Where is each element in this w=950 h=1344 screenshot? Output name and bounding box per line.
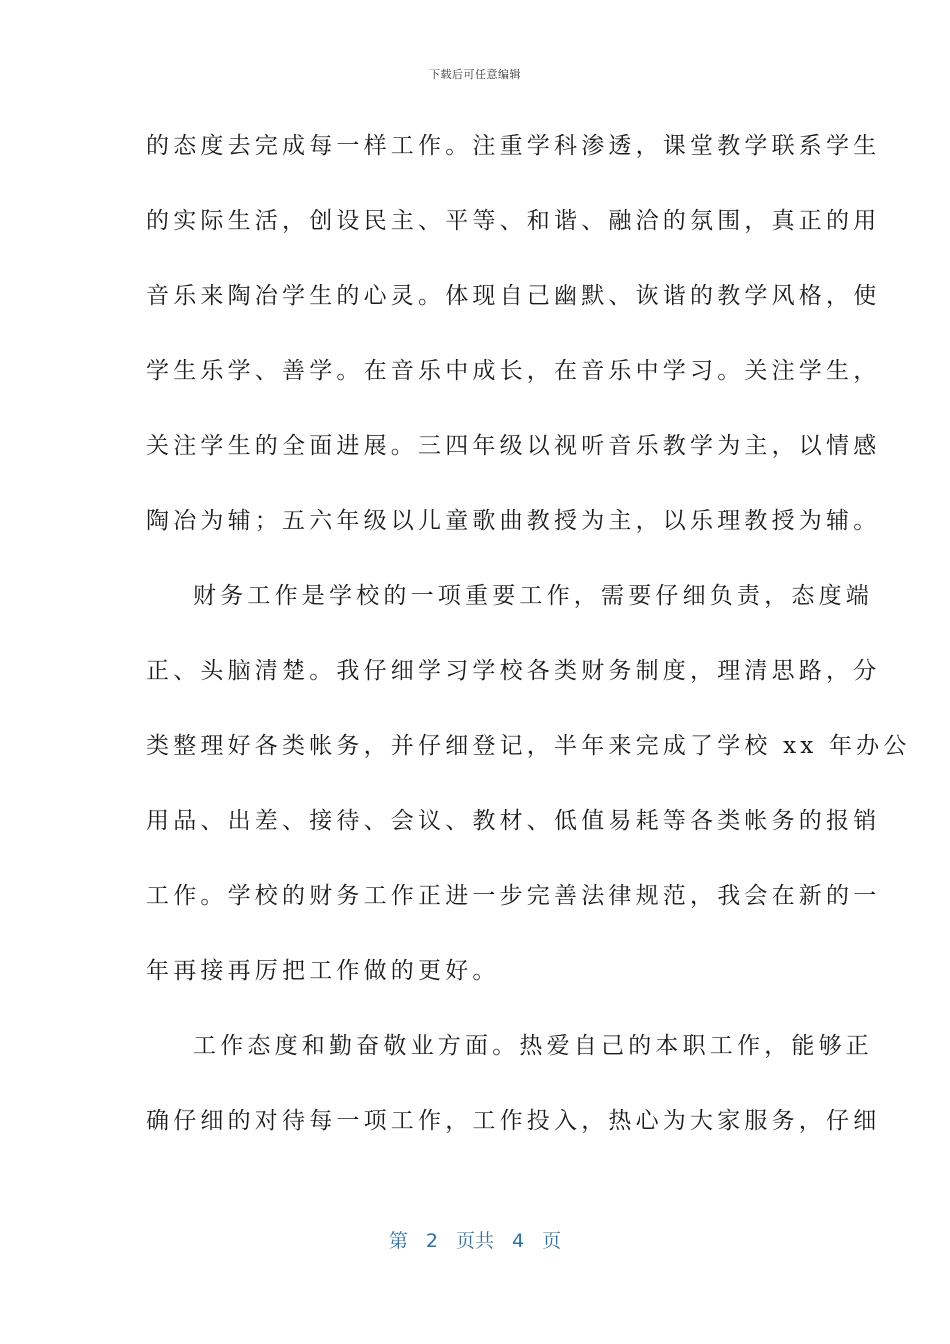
current-page-number: 2 [425, 1230, 438, 1252]
text-line: 的态度去完成每一样工作。注重学科渗透，课堂教学联系学生 [146, 133, 881, 159]
text-line: 年再接再厉把工作做的更好。 [146, 958, 500, 984]
text-line: 学生乐学、善学。在音乐中成长，在音乐中学习。关注学生， [146, 358, 881, 384]
text-line: 确仔细的对待每一项工作，工作投入，热心为大家服务，仔细 [146, 1108, 881, 1134]
text-line: 类整理好各类帐务，并仔细登记，半年来完成了学校 xx 年办公 [146, 733, 911, 759]
text-line: 财务工作是学校的一项重要工作，需要仔细负责，态度端 [193, 583, 873, 609]
header-note: 下载后可任意编辑 [429, 68, 521, 81]
page-footer [0, 1226, 950, 1253]
text-line: 音乐来陶冶学生的心灵。体现自己幽默、诙谐的教学风格，使 [146, 283, 881, 309]
footer-label-ye: 页 [542, 1230, 562, 1252]
total-pages-number: 4 [512, 1230, 525, 1252]
text-line: 用品、出差、接待、会议、教材、低值易耗等各类帐务的报销 [146, 808, 881, 834]
text-line: 工作。学校的财务工作正进一步完善法律规范，我会在新的一 [146, 883, 881, 909]
footer-label-ye-gong: 页共 [455, 1230, 494, 1252]
document-body [146, 120, 911, 1170]
text-line: 关注学生的全面进展。三四年级以视听音乐教学为主，以情感 [146, 433, 881, 459]
footer-label-di: 第 [388, 1230, 408, 1252]
text-line: 陶冶为辅；五六年级以儿童歌曲教授为主，以乐理教授为辅。 [146, 508, 881, 534]
text-line: 工作态度和勤奋敬业方面。热爱自己的本职工作，能够正 [193, 1033, 873, 1059]
text-line: 正、头脑清楚。我仔细学习学校各类财务制度，理清思路，分 [146, 658, 881, 684]
text-line: 的实际生活，创设民主、平等、和谐、融洽的氛围，真正的用 [146, 208, 881, 234]
